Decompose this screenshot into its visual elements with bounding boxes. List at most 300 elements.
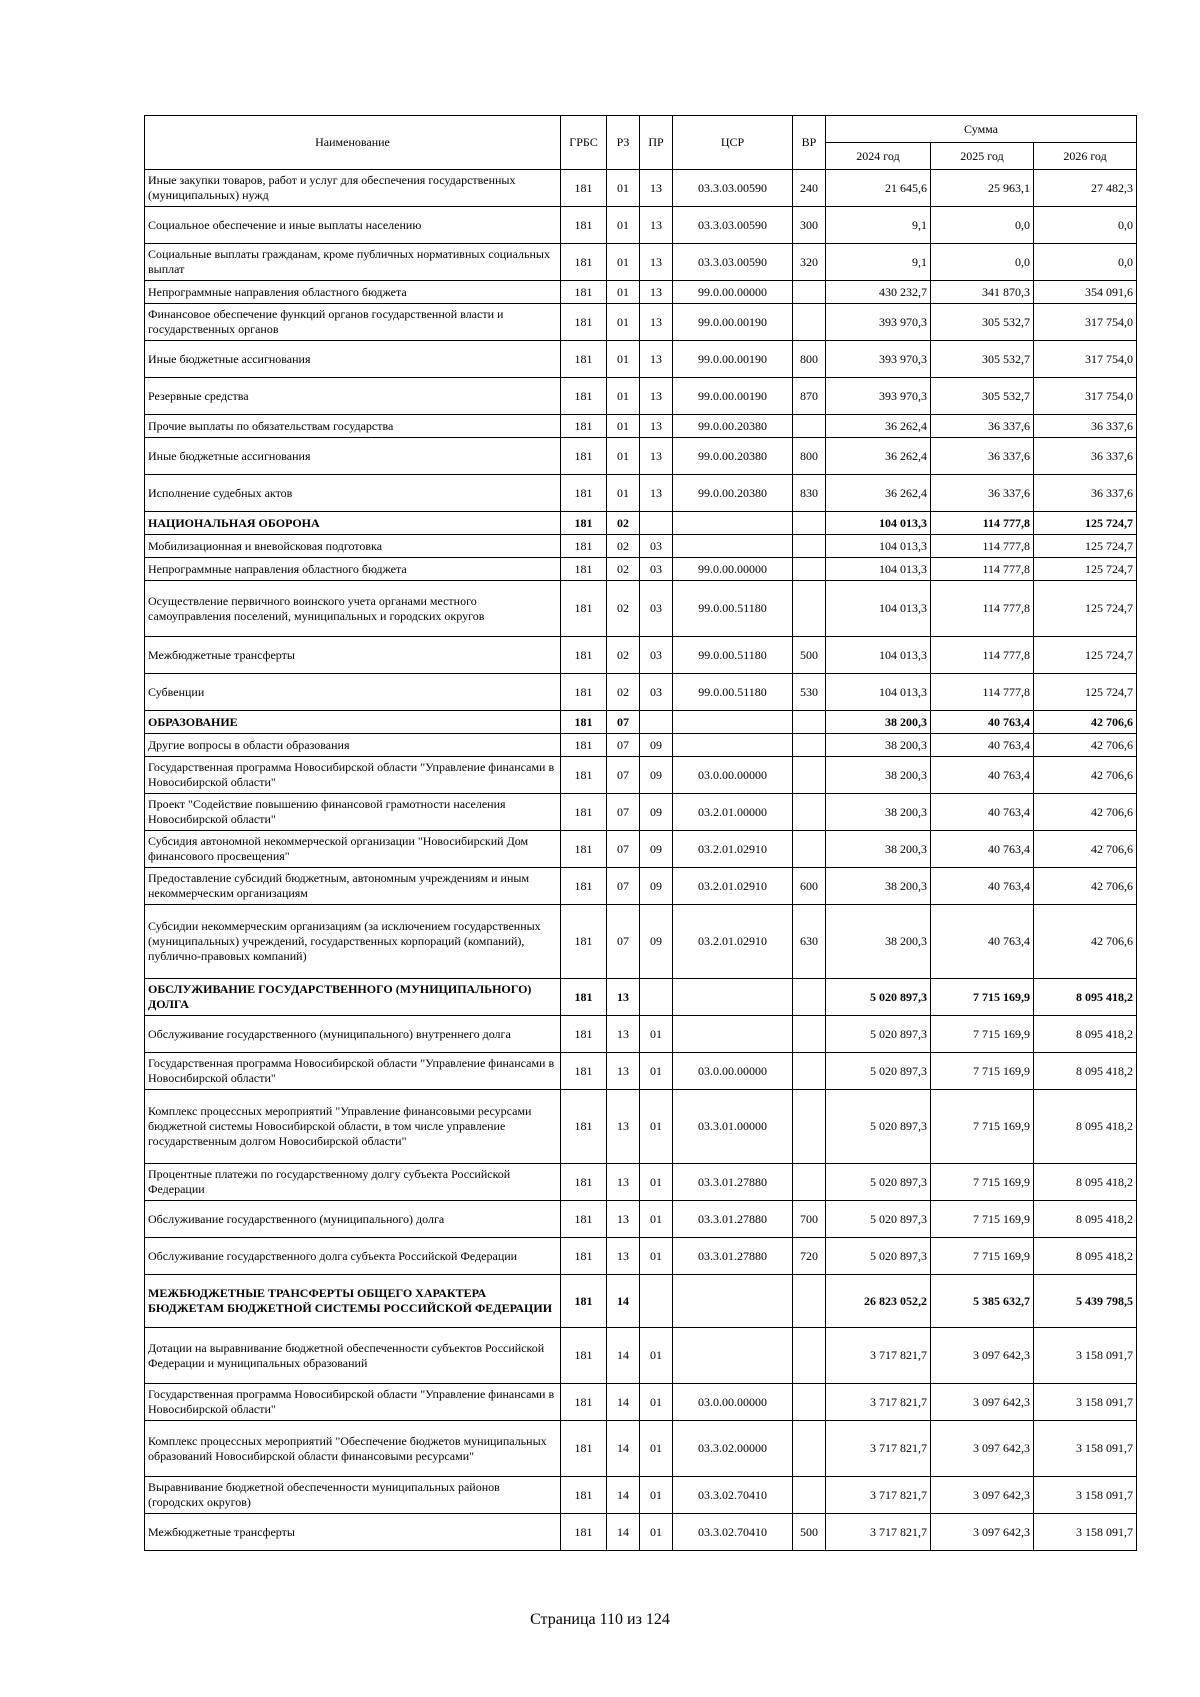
table-row [145, 794, 1137, 831]
row-pr [640, 711, 673, 734]
row-rz: 13 [607, 1201, 640, 1238]
row-pr: 01 [640, 1477, 673, 1514]
row-sum-2025: 7 715 169,9 [931, 1090, 1034, 1164]
row-sum-2024: 38 200,3 [826, 794, 931, 831]
row-name: Государственная программа Новосибирской области "Управление финансами в Новосибирской области" [145, 1053, 561, 1090]
row-name: Государственная программа Новосибирской области "Управление финансами в Новосибирской области" [145, 1384, 561, 1421]
table-row [145, 1053, 1137, 1090]
table-row [145, 711, 1137, 734]
row-sum-2025: 40 763,4 [931, 905, 1034, 979]
row-rz: 14 [607, 1477, 640, 1514]
table-row [145, 1201, 1137, 1238]
row-sum-2025: 305 532,7 [931, 304, 1034, 341]
table-row [145, 637, 1137, 674]
row-sum-2025: 36 337,6 [931, 415, 1034, 438]
row-rz: 01 [607, 475, 640, 512]
header-csr: ЦСР [673, 116, 793, 170]
row-csr: 99.0.00.51180 [673, 637, 793, 674]
row-csr [673, 1016, 793, 1053]
row-csr: 03.3.03.00590 [673, 207, 793, 244]
row-vr [793, 1477, 826, 1514]
row-pr: 01 [640, 1201, 673, 1238]
row-rz: 02 [607, 581, 640, 637]
row-sum-2026: 42 706,6 [1034, 711, 1137, 734]
row-csr: 03.3.01.27880 [673, 1201, 793, 1238]
row-pr: 01 [640, 1238, 673, 1275]
row-sum-2026: 42 706,6 [1034, 794, 1137, 831]
table-row [145, 1328, 1137, 1384]
row-csr: 03.0.00.00000 [673, 757, 793, 794]
header-rz: РЗ [607, 116, 640, 170]
row-grbs: 181 [561, 1477, 607, 1514]
table-row [145, 831, 1137, 868]
row-grbs: 181 [561, 674, 607, 711]
row-grbs: 181 [561, 1164, 607, 1201]
row-csr [673, 711, 793, 734]
row-sum-2026: 8 095 418,2 [1034, 1201, 1137, 1238]
table-row [145, 475, 1137, 512]
row-sum-2025: 114 777,8 [931, 637, 1034, 674]
row-grbs: 181 [561, 1201, 607, 1238]
row-rz: 07 [607, 734, 640, 757]
row-sum-2026: 42 706,6 [1034, 831, 1137, 868]
row-rz: 01 [607, 244, 640, 281]
row-csr: 03.3.02.70410 [673, 1477, 793, 1514]
table-row [145, 979, 1137, 1016]
row-grbs: 181 [561, 711, 607, 734]
row-sum-2025: 114 777,8 [931, 674, 1034, 711]
budget-table [144, 115, 1137, 1551]
row-sum-2026: 42 706,6 [1034, 734, 1137, 757]
row-vr [793, 1090, 826, 1164]
row-name: Дотации на выравнивание бюджетной обеспеченности субъектов Российской Федерации и муниципальных образований [145, 1328, 561, 1384]
table-row [145, 207, 1137, 244]
table-row [145, 438, 1137, 475]
row-vr [793, 831, 826, 868]
row-sum-2025: 7 715 169,9 [931, 1238, 1034, 1275]
row-rz: 13 [607, 1164, 640, 1201]
row-sum-2024: 104 013,3 [826, 535, 931, 558]
row-sum-2025: 114 777,8 [931, 535, 1034, 558]
row-sum-2025: 3 097 642,3 [931, 1514, 1034, 1551]
row-pr: 09 [640, 868, 673, 905]
row-sum-2024: 5 020 897,3 [826, 1090, 931, 1164]
table-row [145, 674, 1137, 711]
row-sum-2024: 3 717 821,7 [826, 1421, 931, 1477]
row-sum-2026: 125 724,7 [1034, 637, 1137, 674]
row-name: Межбюджетные трансферты [145, 637, 561, 674]
header-sum: Сумма [826, 116, 1137, 143]
row-grbs: 181 [561, 244, 607, 281]
row-name: Социальное обеспечение и иные выплаты населению [145, 207, 561, 244]
row-pr: 13 [640, 207, 673, 244]
row-name: Непрограммные направления областного бюджета [145, 281, 561, 304]
row-sum-2024: 38 200,3 [826, 831, 931, 868]
row-grbs: 181 [561, 734, 607, 757]
header-year-2026: 2026 год [1034, 143, 1137, 170]
row-sum-2025: 40 763,4 [931, 868, 1034, 905]
table-row [145, 535, 1137, 558]
row-rz: 13 [607, 1016, 640, 1053]
row-csr: 99.0.00.00190 [673, 378, 793, 415]
row-sum-2025: 40 763,4 [931, 794, 1034, 831]
table-row [145, 512, 1137, 535]
row-rz: 14 [607, 1421, 640, 1477]
row-sum-2025: 0,0 [931, 207, 1034, 244]
table-row [145, 757, 1137, 794]
row-grbs: 181 [561, 757, 607, 794]
row-pr: 01 [640, 1053, 673, 1090]
row-rz: 07 [607, 905, 640, 979]
row-sum-2026: 36 337,6 [1034, 415, 1137, 438]
row-sum-2026: 317 754,0 [1034, 304, 1137, 341]
row-name: Процентные платежи по государственному долгу субъекта Российской Федерации [145, 1164, 561, 1201]
row-rz: 01 [607, 170, 640, 207]
row-sum-2024: 36 262,4 [826, 475, 931, 512]
row-csr: 03.3.03.00590 [673, 170, 793, 207]
row-sum-2026: 8 095 418,2 [1034, 1238, 1137, 1275]
row-pr: 03 [640, 581, 673, 637]
row-grbs: 181 [561, 905, 607, 979]
row-pr: 09 [640, 831, 673, 868]
row-csr: 99.0.00.51180 [673, 674, 793, 711]
row-vr: 870 [793, 378, 826, 415]
row-pr: 03 [640, 535, 673, 558]
table-row [145, 1016, 1137, 1053]
row-sum-2025: 7 715 169,9 [931, 1164, 1034, 1201]
row-csr: 03.3.01.27880 [673, 1238, 793, 1275]
table-row [145, 244, 1137, 281]
row-pr: 01 [640, 1328, 673, 1384]
row-rz: 14 [607, 1384, 640, 1421]
row-vr: 800 [793, 341, 826, 378]
row-rz: 07 [607, 711, 640, 734]
row-pr: 01 [640, 1164, 673, 1201]
table-body [145, 170, 1137, 1551]
row-sum-2026: 3 158 091,7 [1034, 1514, 1137, 1551]
row-vr [793, 1421, 826, 1477]
table-row [145, 378, 1137, 415]
header-vr: ВР [793, 116, 826, 170]
row-pr: 13 [640, 304, 673, 341]
row-name: ОБСЛУЖИВАНИЕ ГОСУДАРСТВЕННОГО (МУНИЦИПАЛЬНОГО) ДОЛГА [145, 979, 561, 1016]
row-pr: 09 [640, 794, 673, 831]
row-sum-2024: 3 717 821,7 [826, 1384, 931, 1421]
row-csr [673, 535, 793, 558]
table-row [145, 304, 1137, 341]
table-row [145, 905, 1137, 979]
table-row [145, 1090, 1137, 1164]
row-sum-2026: 36 337,6 [1034, 438, 1137, 475]
row-name: Комплекс процессных мероприятий "Управление финансовыми ресурсами бюджетной системы Новосибирской области, в том числе управление государственным долгом Новосибирской области" [145, 1090, 561, 1164]
row-csr [673, 1275, 793, 1328]
row-csr: 99.0.00.20380 [673, 415, 793, 438]
row-vr [793, 757, 826, 794]
row-rz: 14 [607, 1275, 640, 1328]
row-vr [793, 415, 826, 438]
row-sum-2024: 3 717 821,7 [826, 1514, 931, 1551]
header-year-2024: 2024 год [826, 143, 931, 170]
row-csr [673, 734, 793, 757]
row-sum-2026: 125 724,7 [1034, 674, 1137, 711]
row-vr: 630 [793, 905, 826, 979]
row-grbs: 181 [561, 170, 607, 207]
row-rz: 02 [607, 535, 640, 558]
row-pr: 01 [640, 1514, 673, 1551]
row-grbs: 181 [561, 558, 607, 581]
row-sum-2025: 40 763,4 [931, 831, 1034, 868]
row-sum-2025: 40 763,4 [931, 757, 1034, 794]
row-sum-2026: 5 439 798,5 [1034, 1275, 1137, 1328]
row-sum-2026: 125 724,7 [1034, 535, 1137, 558]
row-sum-2026: 354 091,6 [1034, 281, 1137, 304]
row-rz: 02 [607, 674, 640, 711]
row-vr [793, 1328, 826, 1384]
row-vr [793, 512, 826, 535]
row-vr: 830 [793, 475, 826, 512]
row-vr: 800 [793, 438, 826, 475]
row-grbs: 181 [561, 304, 607, 341]
row-csr: 99.0.00.00190 [673, 304, 793, 341]
row-rz: 01 [607, 341, 640, 378]
row-sum-2026: 317 754,0 [1034, 378, 1137, 415]
row-csr: 99.0.00.20380 [673, 475, 793, 512]
row-sum-2025: 40 763,4 [931, 711, 1034, 734]
row-sum-2024: 21 645,6 [826, 170, 931, 207]
row-pr: 03 [640, 637, 673, 674]
row-csr: 99.0.00.00190 [673, 341, 793, 378]
row-vr: 300 [793, 207, 826, 244]
row-vr [793, 734, 826, 757]
row-grbs: 181 [561, 637, 607, 674]
row-grbs: 181 [561, 1275, 607, 1328]
row-vr [793, 1384, 826, 1421]
table-row [145, 281, 1137, 304]
row-grbs: 181 [561, 535, 607, 558]
row-grbs: 181 [561, 1421, 607, 1477]
row-grbs: 181 [561, 1328, 607, 1384]
row-pr: 13 [640, 170, 673, 207]
row-vr [793, 979, 826, 1016]
row-name: Непрограммные направления областного бюджета [145, 558, 561, 581]
row-csr [673, 512, 793, 535]
row-sum-2026: 8 095 418,2 [1034, 1164, 1137, 1201]
row-sum-2025: 3 097 642,3 [931, 1421, 1034, 1477]
row-name: Финансовое обеспечение функций органов государственной власти и государственных органов [145, 304, 561, 341]
row-name: Государственная программа Новосибирской области "Управление финансами в Новосибирской области" [145, 757, 561, 794]
row-name: НАЦИОНАЛЬНАЯ ОБОРОНА [145, 512, 561, 535]
row-grbs: 181 [561, 475, 607, 512]
row-sum-2025: 7 715 169,9 [931, 1201, 1034, 1238]
table-row [145, 170, 1137, 207]
row-sum-2025: 3 097 642,3 [931, 1477, 1034, 1514]
row-rz: 13 [607, 1090, 640, 1164]
row-csr: 03.3.01.27880 [673, 1164, 793, 1201]
table-row [145, 581, 1137, 637]
row-grbs: 181 [561, 341, 607, 378]
row-sum-2024: 5 020 897,3 [826, 1164, 931, 1201]
header-name: Наименование [145, 116, 561, 170]
row-pr: 13 [640, 244, 673, 281]
row-vr: 500 [793, 637, 826, 674]
row-csr: 99.0.00.00000 [673, 281, 793, 304]
row-sum-2025: 36 337,6 [931, 438, 1034, 475]
row-rz: 14 [607, 1514, 640, 1551]
row-pr: 03 [640, 558, 673, 581]
row-csr: 03.3.02.70410 [673, 1514, 793, 1551]
header-year-2025: 2025 год [931, 143, 1034, 170]
row-sum-2026: 3 158 091,7 [1034, 1384, 1137, 1421]
row-sum-2026: 3 158 091,7 [1034, 1421, 1137, 1477]
row-sum-2024: 393 970,3 [826, 341, 931, 378]
row-sum-2024: 393 970,3 [826, 304, 931, 341]
row-name: ОБРАЗОВАНИЕ [145, 711, 561, 734]
row-name: Иные бюджетные ассигнования [145, 438, 561, 475]
row-name: Проект "Содействие повышению финансовой грамотности населения Новосибирской области" [145, 794, 561, 831]
row-name: Обслуживание государственного (муниципального) долга [145, 1201, 561, 1238]
row-pr [640, 1275, 673, 1328]
row-sum-2026: 3 158 091,7 [1034, 1477, 1137, 1514]
row-grbs: 181 [561, 1016, 607, 1053]
row-name: Предоставление субсидий бюджетным, автономным учреждениям и иным некоммерческим организациям [145, 868, 561, 905]
row-vr: 600 [793, 868, 826, 905]
row-grbs: 181 [561, 1090, 607, 1164]
row-grbs: 181 [561, 868, 607, 905]
row-sum-2025: 7 715 169,9 [931, 979, 1034, 1016]
row-sum-2026: 125 724,7 [1034, 558, 1137, 581]
row-sum-2026: 317 754,0 [1034, 341, 1137, 378]
row-sum-2025: 36 337,6 [931, 475, 1034, 512]
row-vr [793, 558, 826, 581]
row-name: МЕЖБЮДЖЕТНЫЕ ТРАНСФЕРТЫ ОБЩЕГО ХАРАКТЕРА БЮДЖЕТАМ БЮДЖЕТНОЙ СИСТЕМЫ РОССИЙСКОЙ ФЕДЕРАЦИИ [145, 1275, 561, 1328]
table-row [145, 1275, 1137, 1328]
row-sum-2025: 5 385 632,7 [931, 1275, 1034, 1328]
row-sum-2024: 104 013,3 [826, 637, 931, 674]
page-number: Страница 110 из 124 [530, 1611, 670, 1628]
row-grbs: 181 [561, 281, 607, 304]
row-sum-2025: 40 763,4 [931, 734, 1034, 757]
row-rz: 01 [607, 207, 640, 244]
row-sum-2024: 5 020 897,3 [826, 1016, 931, 1053]
row-grbs: 181 [561, 1514, 607, 1551]
table-row [145, 1238, 1137, 1275]
row-grbs: 181 [561, 1238, 607, 1275]
row-vr [793, 281, 826, 304]
row-sum-2026: 0,0 [1034, 244, 1137, 281]
row-sum-2026: 125 724,7 [1034, 581, 1137, 637]
row-rz: 13 [607, 979, 640, 1016]
row-sum-2024: 3 717 821,7 [826, 1477, 931, 1514]
row-name: Межбюджетные трансферты [145, 1514, 561, 1551]
row-rz: 13 [607, 1053, 640, 1090]
row-csr: 03.0.00.00000 [673, 1384, 793, 1421]
row-sum-2026: 42 706,6 [1034, 868, 1137, 905]
row-rz: 07 [607, 794, 640, 831]
row-name: Другие вопросы в области образования [145, 734, 561, 757]
row-csr: 03.2.01.02910 [673, 868, 793, 905]
row-sum-2024: 36 262,4 [826, 438, 931, 475]
row-pr: 09 [640, 734, 673, 757]
row-vr: 240 [793, 170, 826, 207]
row-vr [793, 794, 826, 831]
row-grbs: 181 [561, 831, 607, 868]
row-sum-2025: 3 097 642,3 [931, 1384, 1034, 1421]
row-sum-2025: 305 532,7 [931, 341, 1034, 378]
row-pr: 01 [640, 1384, 673, 1421]
row-sum-2026: 3 158 091,7 [1034, 1328, 1137, 1384]
row-rz: 02 [607, 637, 640, 674]
row-sum-2024: 5 020 897,3 [826, 1238, 931, 1275]
row-sum-2025: 341 870,3 [931, 281, 1034, 304]
header-pr: ПР [640, 116, 673, 170]
row-vr [793, 581, 826, 637]
row-grbs: 181 [561, 207, 607, 244]
table-row [145, 734, 1137, 757]
row-grbs: 181 [561, 378, 607, 415]
row-csr: 99.0.00.00000 [673, 558, 793, 581]
row-vr [793, 1016, 826, 1053]
row-sum-2026: 42 706,6 [1034, 757, 1137, 794]
row-name: Комплекс процессных мероприятий "Обеспечение бюджетов муниципальных образований Новосибирской области финансовыми ресурсами" [145, 1421, 561, 1477]
table-header [145, 116, 1137, 170]
row-pr [640, 979, 673, 1016]
row-sum-2025: 3 097 642,3 [931, 1328, 1034, 1384]
row-csr: 03.3.01.00000 [673, 1090, 793, 1164]
row-sum-2026: 8 095 418,2 [1034, 1053, 1137, 1090]
row-sum-2025: 114 777,8 [931, 558, 1034, 581]
row-grbs: 181 [561, 979, 607, 1016]
row-sum-2024: 104 013,3 [826, 512, 931, 535]
row-vr [793, 304, 826, 341]
row-name: Субсидия автономной некоммерческой организации "Новосибирский Дом финансового просвещения" [145, 831, 561, 868]
row-rz: 01 [607, 378, 640, 415]
row-pr: 03 [640, 674, 673, 711]
row-name: Обслуживание государственного долга субъекта Российской Федерации [145, 1238, 561, 1275]
row-vr: 320 [793, 244, 826, 281]
row-pr: 13 [640, 341, 673, 378]
row-name: Выравнивание бюджетной обеспеченности муниципальных районов (городских округов) [145, 1477, 561, 1514]
table-row [145, 415, 1137, 438]
row-rz: 01 [607, 304, 640, 341]
row-sum-2024: 104 013,3 [826, 581, 931, 637]
row-sum-2024: 5 020 897,3 [826, 979, 931, 1016]
row-sum-2025: 114 777,8 [931, 581, 1034, 637]
row-grbs: 181 [561, 512, 607, 535]
row-csr: 03.3.02.00000 [673, 1421, 793, 1477]
row-pr: 01 [640, 1090, 673, 1164]
table-row [145, 558, 1137, 581]
row-sum-2026: 8 095 418,2 [1034, 1090, 1137, 1164]
row-sum-2025: 305 532,7 [931, 378, 1034, 415]
row-rz: 14 [607, 1328, 640, 1384]
row-csr: 03.3.03.00590 [673, 244, 793, 281]
row-csr: 03.0.00.00000 [673, 1053, 793, 1090]
row-sum-2024: 38 200,3 [826, 905, 931, 979]
row-sum-2024: 38 200,3 [826, 734, 931, 757]
table-row [145, 1164, 1137, 1201]
row-name: Резервные средства [145, 378, 561, 415]
row-rz: 01 [607, 415, 640, 438]
table-row [145, 868, 1137, 905]
row-sum-2024: 38 200,3 [826, 757, 931, 794]
row-pr: 13 [640, 281, 673, 304]
row-sum-2024: 104 013,3 [826, 674, 931, 711]
row-sum-2026: 8 095 418,2 [1034, 979, 1137, 1016]
row-sum-2026: 8 095 418,2 [1034, 1016, 1137, 1053]
row-vr [793, 535, 826, 558]
row-pr: 09 [640, 905, 673, 979]
row-csr: 03.2.01.02910 [673, 831, 793, 868]
